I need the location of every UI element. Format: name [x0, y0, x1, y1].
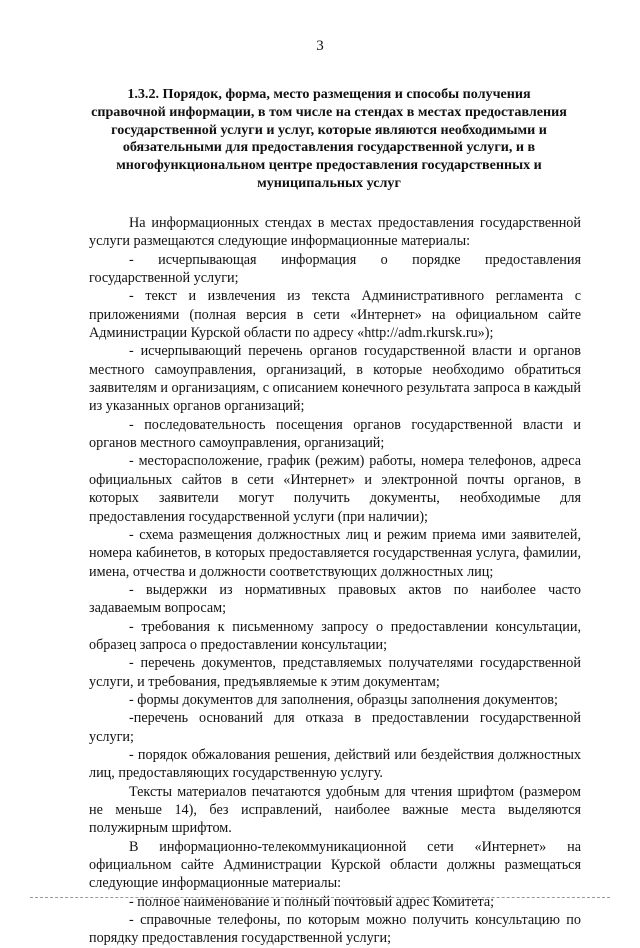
- list-item: - текст и извлечения из текста Административного регламента с приложениями (полная версия в сети «Интернет» на официальном сайте Администрации Курской области по адресу «http://adm.rkursk.ru»);: [89, 288, 581, 342]
- body-text: [89, 214, 581, 948]
- list-item: - последовательность посещения органов государственной власти и органов местного самоуправления, организаций;: [89, 416, 581, 452]
- list-item: - месторасположение, график (режим) работы, номера телефонов, адреса официальных сайтов в сети «Интернет» и электронной почты органов, в которых заявители могут получить документы, необходимые для предоставления государственной услуги (при наличии);: [89, 453, 581, 525]
- list-item: - формы документов для заполнения, образцы заполнения документов;: [129, 691, 558, 708]
- heading-line: муниципальных услуг: [257, 174, 401, 191]
- list-item: - схема размещения должностных лиц и режим приема ими заявителей, номера кабинетов, в которых предоставляется государственная услуга, фамилии, имена, отчества и должности соответствующих должностных лиц;: [89, 526, 581, 580]
- list-item: - исчерпывающая информация о порядке предоставления государственной услуги;: [89, 251, 581, 287]
- heading-line: государственной услуги и услуг, которые являются необходимыми и: [111, 121, 547, 138]
- list-item: - порядок обжалования решения, действий или бездействия должностных лиц, предоставляющих государственную услугу.: [89, 746, 581, 782]
- list-item: - выдержки из нормативных правовых актов по наиболее часто задаваемым вопросам;: [89, 581, 581, 617]
- page-bottom-edge: [30, 897, 610, 898]
- list-item: - перечень документов, представляемых получателями государственной услуги, и требования, предъявляемые к этим документам;: [89, 655, 581, 690]
- heading-line: обязательными для предоставления государственной услуги, и в: [122, 139, 536, 156]
- paragraph-internet: В информационно-телекоммуникационной сети «Интернет» на официальном сайте Администрации Курской области должны размещаться следующие информационные материалы:: [89, 838, 581, 892]
- list-item: - исчерпывающий перечень органов государственной власти и органов местного самоуправления, организаций, в которые необходимо обратиться заявителям и организациям, с описанием конечного результата запроса в каждый из указанных органов организаций;: [89, 343, 581, 415]
- page-number: 3: [316, 38, 324, 54]
- section-heading: [90, 86, 568, 193]
- list-item: - требования к письменному запросу о предоставлении консультации, образец запроса о предоставлении консультации;: [89, 618, 581, 653]
- list-item: -перечень оснований для отказа в предоставлении государственной услуги;: [89, 710, 581, 745]
- heading-line: 1.3.2. Порядок, форма, место размещения и способы получения: [127, 86, 531, 102]
- heading-line: справочной информации, в том числе на стендах в местах предоставления: [91, 103, 567, 120]
- paragraph-intro: На информационных стендах в местах предоставления государственной услуги размещаются следующие информационные материалы:: [89, 215, 581, 250]
- paragraph-font-requirements: Тексты материалов печатаются удобным для чтения шрифтом (размером не меньше 14), без исправлений, наиболее важные места выделяются полужирным шрифтом.: [89, 783, 581, 837]
- list-item: - полное наименование и полный почтовый адрес Комитета;: [129, 893, 495, 910]
- heading-line: многофункциональном центре предоставления государственных и: [116, 157, 542, 174]
- list-item: - справочные телефоны, по которым можно получить консультацию по порядку предоставления государственной услуги;: [89, 912, 581, 947]
